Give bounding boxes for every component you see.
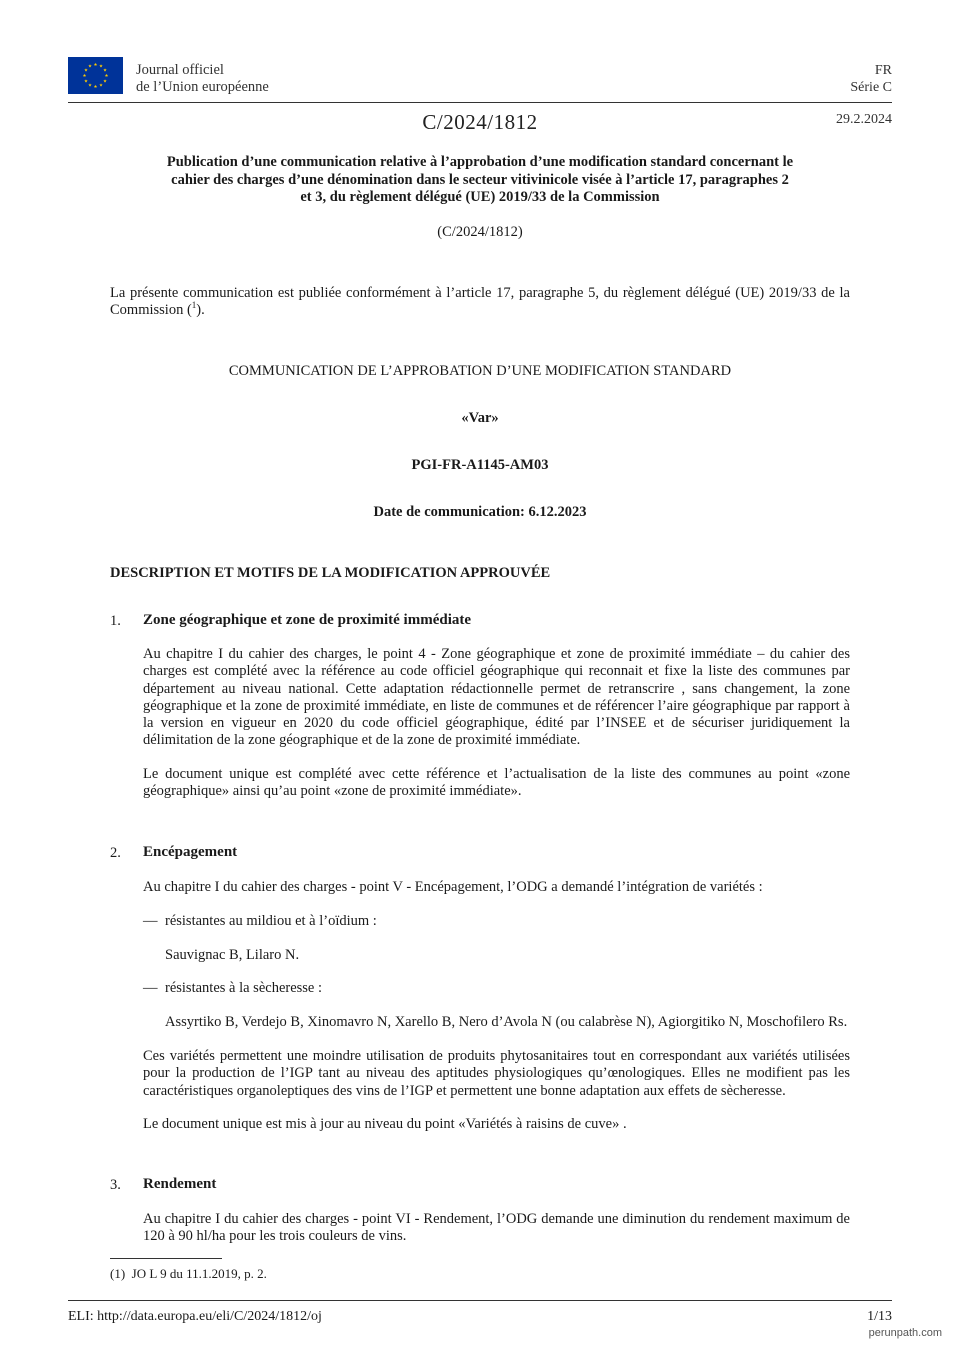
header-rule xyxy=(68,102,892,103)
footnote xyxy=(110,1266,267,1282)
eu-star-icon xyxy=(99,83,102,86)
eu-star-icon xyxy=(99,64,102,67)
eu-star-icon xyxy=(83,74,86,77)
title-line-2: cahier des charges d’une dénomination dans le secteur vitivinicole visée à l’article 17, paragraphes 2 xyxy=(171,171,789,188)
eu-star-icon xyxy=(84,79,87,82)
description-heading: DESCRIPTION ET MOTIFS DE LA MODIFICATION APPROUVÉE xyxy=(110,565,551,581)
document-number: C/2024/1812 xyxy=(422,110,538,134)
journal-line-2: de l’Union européenne xyxy=(136,79,269,95)
denomination-name: «Var» xyxy=(461,410,499,426)
eu-star-icon xyxy=(88,64,91,67)
page-number: 1/13 xyxy=(867,1309,892,1324)
journal-title xyxy=(136,62,269,96)
communication-heading: COMMUNICATION DE L’APPROBATION D’UNE MODIFICATION STANDARD xyxy=(228,363,732,379)
publication-date: 29.2.2024 xyxy=(836,112,892,127)
eu-stars-icon xyxy=(68,57,123,94)
intro-end: . xyxy=(201,302,205,319)
section-1-paragraph-1: Au chapitre I du cahier des charges, le point 4 - Zone géographique et zone de proximité immédiate – du cahier des charges est complété avec la référence au code officiel géographique qui reconnait et fixe la liste des communes par département au niveau national. Cette adaptation rédactionnelle permet de retranscrire , sans changement, la zone géographique et la zone de proximité immédiate, en liste de communes et de référencer l’aire géographique par rapport à la version en vigueur en 2020 du code officiel géographique, édité par l’INSEE et de sécuriser juridiquement la délimitation de la zone géographique et de la zone de proximité immédiate. xyxy=(143,646,850,749)
title-line-1: Publication d’une communication relative à l’approbation d’une modification standard concernant le xyxy=(166,154,794,170)
list-item-drought-label: résistantes à la sècheresse : xyxy=(165,980,323,996)
watermark: perunpath.com xyxy=(868,1327,942,1339)
section-3-title: Rendement xyxy=(143,1176,217,1192)
pgi-code: PGI-FR-A1145-AM03 xyxy=(411,457,549,473)
eu-flag-logo xyxy=(68,57,123,94)
footnote-text: JO L 9 du 11.1.2019, p. 2. xyxy=(131,1266,267,1281)
title-line-3: et 3, du règlement délégué (UE) 2019/33 de la Commission xyxy=(300,189,660,205)
eu-star-icon xyxy=(103,68,106,71)
list-dash-1: — xyxy=(143,913,158,929)
language-code: FR xyxy=(874,63,892,78)
footnote-mark: (1) xyxy=(110,1266,126,1281)
list-item-drought-varieties: Assyrtiko B, Verdejo B, Xinomavro N, Xarello B, Nero d’Avola N (ou calabrèse N), Agiorgitiko N, Moschofilero Rs. xyxy=(165,1014,848,1030)
document-title xyxy=(140,154,820,207)
section-3-paragraph-1: Au chapitre I du cahier des charges - point VI - Rendement, l’ODG demande une diminution du rendement maximum de 120 à 90 hl/ha pour les trois couleurs de vins. xyxy=(143,1211,850,1245)
intro-paragraph: La présente communication est publiée conformément à l’article 17, paragraphe 5, du règlement délégué (UE) 2019/33 de la Commission ($^1$). xyxy=(110,285,850,319)
footnote-ref[interactable]: 1 xyxy=(191,300,197,311)
series-info xyxy=(850,62,892,96)
eli-link[interactable]: ELI: http://data.europa.eu/eli/C/2024/1812/oj xyxy=(68,1309,322,1324)
eu-star-icon xyxy=(105,74,108,77)
section-2-paragraph-3: Le document unique est mis à jour au niveau du point «Variétés à raisins de cuve» . xyxy=(143,1116,627,1132)
section-3-number: 3. xyxy=(110,1177,121,1193)
journal-line-1: Journal officiel xyxy=(136,62,224,78)
section-2-title: Encépagement xyxy=(143,844,238,860)
section-2-paragraph-1: Au chapitre I du cahier des charges - point V - Encépagement, l’ODG a demandé l’intégration de variétés : xyxy=(143,879,763,895)
footer-rule xyxy=(68,1300,892,1301)
intro-text: La présente communication est publiée conformément à l’article 17, paragraphe 5, du règlement délégué (UE) 2019/33 de la Commission xyxy=(110,285,850,319)
list-item-mildew-label: résistantes au mildiou et à l’oïdium : xyxy=(165,913,377,929)
list-item-mildew-varieties: Sauvignac B, Lilaro N. xyxy=(165,947,300,963)
footnote-rule xyxy=(110,1258,222,1259)
section-2-paragraph-2: Ces variétés permettent une moindre utilisation de produits phytosanitaires tout en correspondant aux variétés utilisées pour la production de l’IGP tant au niveau des aptitudes physiologiques qu’œnologiques. Elles ne modifient pas les caractéristiques organoleptiques des vins de l’IGP et permettent une bonne adaptation aux effets de sècheresse. xyxy=(143,1048,850,1099)
list-dash-2: — xyxy=(143,980,158,996)
eu-star-icon xyxy=(94,85,97,88)
eu-star-icon xyxy=(103,79,106,82)
communication-date: Date de communication: 6.12.2023 xyxy=(373,504,587,520)
section-2-number: 2. xyxy=(110,845,121,861)
eu-star-icon xyxy=(84,68,87,71)
section-1-title: Zone géographique et zone de proximité immédiate xyxy=(143,612,472,628)
section-1-paragraph-2: Le document unique est complété avec cette référence et l’actualisation de la liste des communes au point «zone géographique» ainsi qu’au point «zone de proximité immédiate». xyxy=(143,766,850,800)
title-reference: (C/2024/1812) xyxy=(437,224,523,240)
eu-star-icon xyxy=(88,83,91,86)
section-1-number: 1. xyxy=(110,613,121,629)
eu-star-icon xyxy=(94,63,97,66)
series-label: Série C xyxy=(850,80,892,95)
